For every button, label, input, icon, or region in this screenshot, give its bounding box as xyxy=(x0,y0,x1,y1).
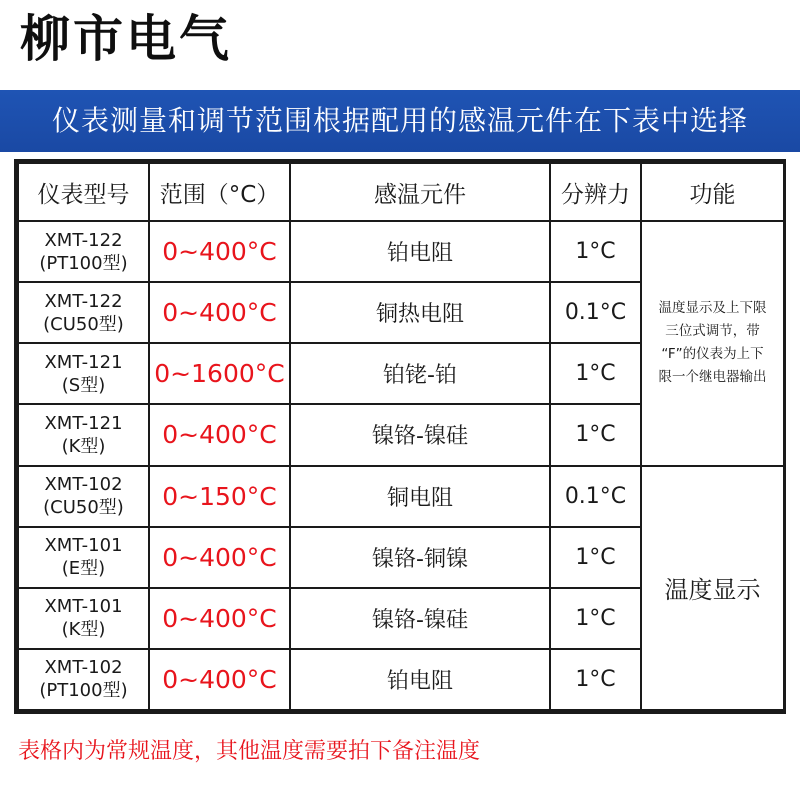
model-code: XMT-121 xyxy=(44,351,123,373)
header-resolution: 分辨力 xyxy=(550,163,641,221)
model-cell xyxy=(18,588,149,649)
range-cell: 0~400°C xyxy=(149,404,290,465)
resolution-cell: 1°C xyxy=(550,588,641,649)
model-cell xyxy=(18,221,149,282)
resolution-cell: 0.1°C xyxy=(550,282,641,343)
function-line: 温度显示及上下限 xyxy=(658,300,767,317)
table-row xyxy=(18,466,784,527)
model-cell xyxy=(18,404,149,465)
header-sensor: 感温元件 xyxy=(290,163,550,221)
model-type: (PT100型) xyxy=(39,252,128,274)
header-range: 范围（°C） xyxy=(149,163,290,221)
resolution-cell: 1°C xyxy=(550,527,641,588)
header-model: 仪表型号 xyxy=(18,163,149,221)
resolution-cell: 1°C xyxy=(550,649,641,710)
resolution-cell: 1°C xyxy=(550,343,641,404)
banner-heading: 仪表测量和调节范围根据配用的感温元件在下表中选择 xyxy=(0,90,800,152)
model-code: XMT-102 xyxy=(44,474,123,496)
function-line: “F”的仪表为上下 xyxy=(661,346,764,363)
function-line: 限一个继电器输出 xyxy=(658,369,767,386)
spec-table xyxy=(17,162,785,711)
range-cell: 0~400°C xyxy=(149,221,290,282)
resolution-cell: 0.1°C xyxy=(550,466,641,527)
resolution-cell: 1°C xyxy=(550,404,641,465)
table-row xyxy=(18,221,784,282)
sensor-cell: 铂电阻 xyxy=(290,649,550,710)
table-header-row xyxy=(18,163,784,221)
range-cell: 0~400°C xyxy=(149,282,290,343)
model-cell xyxy=(18,527,149,588)
footnote-note: 表格内为常规温度，其他温度需要拍下备注温度 xyxy=(18,739,481,764)
function-cell-group-1 xyxy=(641,221,784,465)
model-type: (S型) xyxy=(61,374,106,396)
model-code: XMT-122 xyxy=(44,229,123,251)
model-type: (PT100型) xyxy=(39,680,128,702)
model-cell xyxy=(18,649,149,710)
sensor-cell: 镍铬-铜镍 xyxy=(290,527,550,588)
sensor-cell: 镍铬-镍硅 xyxy=(290,404,550,465)
model-type: (K型) xyxy=(61,619,106,641)
model-code: XMT-121 xyxy=(44,412,123,434)
model-cell xyxy=(18,343,149,404)
range-cell: 0~150°C xyxy=(149,466,290,527)
range-cell: 0~400°C xyxy=(149,588,290,649)
header-function: 功能 xyxy=(641,163,784,221)
range-cell: 0~400°C xyxy=(149,649,290,710)
model-code: XMT-101 xyxy=(44,535,123,557)
function-line: 三位式调节，带 xyxy=(665,323,760,340)
model-type: (CU50型) xyxy=(43,497,124,519)
model-type: (K型) xyxy=(61,435,106,457)
sensor-cell: 铂铑-铂 xyxy=(290,343,550,404)
spec-table-frame xyxy=(14,159,786,714)
sensor-cell: 镍铬-镍硅 xyxy=(290,588,550,649)
model-type: (E型) xyxy=(61,558,106,580)
model-cell xyxy=(18,466,149,527)
range-cell: 0~1600°C xyxy=(149,343,290,404)
model-cell xyxy=(18,282,149,343)
resolution-cell: 1°C xyxy=(550,221,641,282)
model-code: XMT-122 xyxy=(44,290,123,312)
sensor-cell: 铜电阻 xyxy=(290,466,550,527)
brand-title: 柳市电气 xyxy=(20,10,232,68)
sensor-cell: 铂电阻 xyxy=(290,221,550,282)
model-code: XMT-102 xyxy=(44,657,123,679)
model-code: XMT-101 xyxy=(44,596,123,618)
function-cell-group-2: 温度显示 xyxy=(641,466,784,710)
sensor-cell: 铜热电阻 xyxy=(290,282,550,343)
range-cell: 0~400°C xyxy=(149,527,290,588)
model-type: (CU50型) xyxy=(43,313,124,335)
